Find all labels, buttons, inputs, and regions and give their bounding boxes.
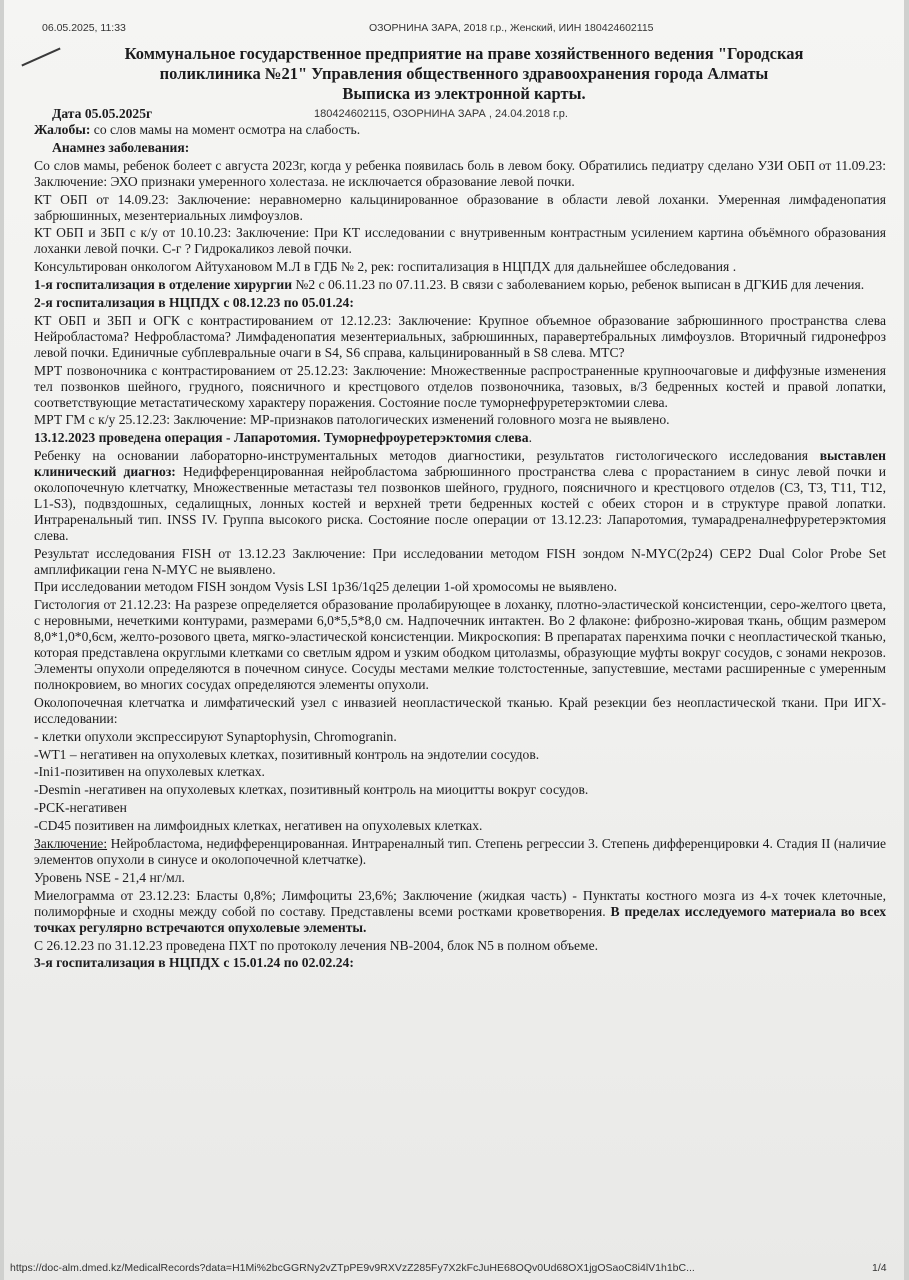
operation-title: 13.12.2023 проведена операция - Лапаротомия. Туморнефроуретерэктомия слева [34,430,529,446]
conclusion-text: Нейробластома, недифференцированная. Интрареналный тип. Степень регрессии 3. Степень дифференцировки 4. Стадия II (наличие элементов опухоли в синусе и околопочечной клетчатке). [34,836,886,867]
operation-title-dot: . [528,430,532,446]
paragraph-nse: Уровень NSE - 21,4 нг/мл. [34,869,185,885]
print-timestamp: 06.05.2025, 11:33 [42,22,126,34]
paragraph-mri-spine: МРТ позвоночника с контрастированием от 25.12.23: Заключение: Множественные распространенные крупноочаговые и диффузные изменения тел позвонков шейного, грудного, поясничного и крестцового отделов позвоночника, тазовых, в/3 бедренных костей и правой лопатки, соответствующие метастатическому характеру поражения. Состояние после туморнефруретерэктомии слева. [34,362,886,410]
operation [34,430,886,446]
complaints [34,122,886,138]
document-body [34,106,886,973]
document-title: Выписка из электронной карты. [342,84,586,103]
ihc-item: -WT1 – негативен на опухолевых клетках, позитивный контроль на эндотелии сосудов. [34,746,540,762]
ihc-item: -CD45 позитивен на лимфоидных клетках, негативен на опухолевых клетках. [34,818,483,834]
diagnosis-label: выставлен клинический диагноз: [34,448,886,480]
myelogram-text: Миелограмма от 23.12.23: Бласты 0,8%; Лимфоциты 23,6%; Заключение (жидкая часть) - Пунктаты костного мозга из 4-х точек клеточные, полиморфные и сходны между собой по составу. Представлены всеми ростками кроветворения. [34,887,886,919]
paragraph-chemo: С 26.12.23 по 31.12.23 проведена ПХТ по протоколу лечения NB-2004, блок N5 в полном объеме. [34,937,599,953]
ihc-item: -Desmin -негативен на опухолевых клетках, позитивный контроль на миоцитты вокруг сосудов. [34,782,589,798]
hospitalization-1-text: №2 с 06.11.23 по 07.11.23. В связи с заболеванием корью, ребенок выписан в ДГКИБ для лечения. [292,277,865,293]
org-name-line-1: Коммунальное государственное предприятие на праве хозяйственного ведения "Городская [124,44,804,63]
page-number: 1/4 [872,1262,887,1274]
paragraph-oncologist: Консультирован онкологом Айтухановом М.Л в ГДБ № 2, рек: госпитализация в НЦПДХ для дальнейшее обследования . [34,259,737,275]
document-heading [54,44,874,104]
hospitalization-3-title: 3-я госпитализация в НЦПДХ с 15.01.24 по 02.02.24: [34,955,354,971]
complaints-label: Жалобы: [34,122,91,137]
paragraph-ct-3: КТ ОБП и ЗБП и ОГК с контрастированием от 12.12.23: Заключение: Крупное объемное образование забрюшинного пространства слева Нейробластома? Нефробластома? Лимфаденопатия мезентериальных, забрюшинных, паравертебральных лимфоузлов. Вторичный гидронефроз левой почки. Единичные субплевральные очаги в S4, S6 справа, кальцинированный в S8 слева. МТС? [34,312,886,360]
paragraph-ct-1: КТ ОБП от 14.09.23: Заключение: неравномерно кальцинированное образование в области левой лоханки. Умеренная лимфаденопатия забрюшинных, мезентериальных лимфоузлов. [34,191,886,223]
hospitalization-2-title: 2-я госпитализация в НЦПДХ с 08.12.23 по 05.01.24: [34,295,354,311]
complaints-text: со слов мамы на момент осмотра на слабость. [93,122,361,137]
patient-meta: 180424602115, ОЗОРНИНА ЗАРА , 24.04.2018 г.р. [314,108,568,120]
diagnosis-intro: Ребенку на основании лабораторно-инструментальных методов диагностики, результатов гистологического исследования [34,448,820,464]
paragraph-ct-2: КТ ОБП и ЗБП с к/у от 10.10.23: Заключение: При КТ исследовании с внутривенным контрастным усилением картина объёмного образования лоханки левой почки. С-г ? Гидрокаликоз левой почки. [34,225,886,257]
hospitalization-1-title: 1-я госпитализация в отделение хирургии [34,277,293,293]
org-name-line-2: поликлиника №21" Управления общественного здравоохранения города Алматы [159,64,769,83]
paragraph-mri-brain: МРТ ГМ с к/у 25.12.23: Заключение: МР-признаков патологических изменений головного мозга не выявлено. [34,412,670,428]
ihc-item: - клетки опухоли экспрессируют Synaptophysin, Chromogranin. [34,728,397,744]
conclusion-label: Заключение: [34,836,108,852]
ihc-item: -PCK-негативен [34,800,127,816]
anamnesis-title: Анамнез заболевания: [52,139,190,155]
paragraph-myelogram [34,888,886,936]
paragraph-diagnosis [34,448,886,543]
hospitalization-1 [34,277,886,293]
paragraph-anamnesis-1: Со слов мамы, ребенок болеет с августа 2023г, когда у ребенка появилась боль в левом боку. Обратились педиатру сделано УЗИ ОБП от 11.09.23: Заключение: ЭХО признаки умеренного холестаза. не исключается образование левой почки. [34,157,886,189]
document-page [4,0,904,1280]
print-url: https://doc-alm.dmed.kz/MedicalRecords?data=H1Mi%2bcGGRNy2vZTpPE9v9RXVzZ285Fy7X2kFcJuHE68OQv0Ud68OX1jgOSaoC8i4lV1h1bC... [10,1262,695,1274]
date-row [34,106,886,122]
paragraph-histology-2: Околопочечная клетчатка и лимфатический узел с инвазией неопластической тканью. Край резекции без неопластической ткани. При ИГХ-исследовании: [34,694,886,726]
paragraph-histology: Гистология от 21.12.23: На разрезе определяется образование пролабирующее в лоханку, плотно-эластической консистенции, серо-желтого цвета, с неровными, нечеткими контурами, размерами 6,0*5,5*8,0 см. Надпочечник интактен. Во 2 флаконе: фиброзно-жировая ткань, общим размером 8,0*1,0*0,6см, желто-розового цвета, мягко-эластической консистенции. Микроскопия: В препаратах паренхима почки с неопластической тканью, которая представлена округлыми клетками со светлым ядром и узким ободком цитолазмы, образующие муфты вокруг сосудов, с зонами некрозов. Элементы опухоли определяются в почечном синусе. Сосуды местами мелкие толстостенные, запустевшие, местами расширенные с умеренным полнокровием, во многих сосудах определяются элементы опухоли. [34,597,886,692]
document-date: Дата 05.05.2025г [52,106,153,121]
paragraph-fish-2: При исследовании методом FISH зондом Vysis LSI 1p36/1q25 делеции 1-ой хромосомы не выявлено. [34,579,618,595]
ihc-item: -Ini1-позитивен на опухолевых клетках. [34,764,265,780]
diagnosis-text: Недифференцированная нейробластома забрюшинного пространства слева с прорастанием в синус левой почки и околопочечную клетчатку, Множественные метастазы тел позвонков шейного, грудного, поясничного и крестцового отделов (C3, T3, T11, T12, L1-S3), подвздошных, седалищных, лонных костей и верхней трети бедренных костей с обеих сторон и в структуре правой лопатки. Интраренальный тип. INSS IV. Группа высокого риска. Состояние после операции от 13.12.23: Лапаротомия, тумарадреналнефруретерэктомия слева. [34,464,886,543]
print-patient-info: ОЗОРНИНА ЗАРА, 2018 г.р., Женский, ИИН 180424602115 [369,22,654,34]
myelogram-finding: В пределах исследуемого материала во всех точках регулярно встречаются опухолевые элементы. [34,903,887,935]
conclusion [34,836,886,868]
paragraph-fish-1: Результат исследования FISH от 13.12.23 Заключение: При исследовании методом FISH зондом N-MYC(2p24) CEP2 Dual Color Probe Set амплификации гена N-MYC не выявлено. [34,545,886,577]
